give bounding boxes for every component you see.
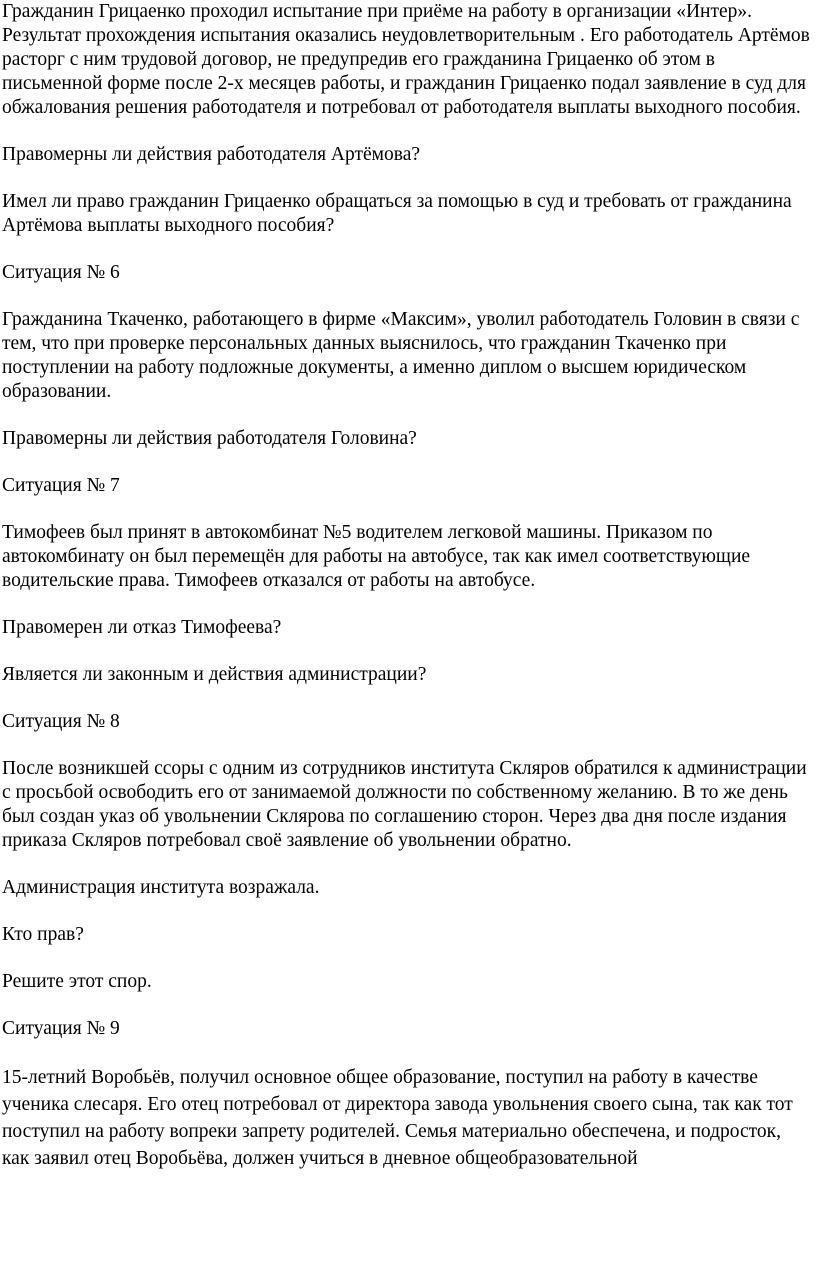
paragraph-gritsaenko-case: Гражданин Грицаенко проходил испытание при приёме на работу в организации «Интер». Результат прохождения испытания оказались неудовлетворительным . Его работодатель Артёмов расторг с ним трудовой договор, не предупредив его гражданина Грицаенко об этом в письменной форме после 2-х месяцев работы, и гражданин Грицаенко подал заявление в суд для обжалования решения работодателя и потребовал от работодателя выплаты выходного пособия. — [2, 1, 810, 118]
heading-situation-7: Ситуация № 7 — [2, 475, 120, 496]
paragraph-vorobyov-case: 15-летний Воробьёв, получил основное общее образование, поступил на работу в качестве ученика слесаря. Его отец потребовал от директора завода увольнения своего сына, так как тот поступил на работу вопреки запрету родителей. Семья материально обеспечена, и подросток, как заявил отец Воробьёва, должен учиться в дневное общеобразовательной — [2, 1067, 793, 1169]
paragraph-tkachenko-case: Гражданина Ткаченко, работающего в фирме «Максим», уволил работодатель Головин в связи с тем, что при проверке персональных данных выяснилось, что гражданин Ткаченко при поступлении на работу подложные документы, а именно диплом о высшем юридическом образовании. — [2, 309, 800, 402]
question-artemov-lawful: Правомерны ли действия работодателя Артёмова? — [2, 144, 421, 165]
paragraph-timofeev-case: Тимофеев был принят в автокомбинат №5 водителем легковой машины. Приказом по автокомбинату он был перемещён для работы на автобусе, так как имел соответствующие водительские права. Тимофеев отказался от работы на автобусе. — [2, 522, 751, 591]
paragraph-administration-objected: Администрация института возражала. — [2, 877, 320, 898]
question-golovin-lawful: Правомерны ли действия работодателя Головина? — [2, 428, 417, 449]
heading-situation-8: Ситуация № 8 — [2, 711, 120, 732]
heading-situation-6: Ситуация № 6 — [2, 262, 120, 283]
question-resolve-dispute: Решите этот спор. — [2, 971, 152, 992]
heading-situation-9: Ситуация № 9 — [2, 1018, 120, 1039]
question-who-is-right: Кто прав? — [2, 924, 84, 945]
question-timofeev-refusal: Правомерен ли отказ Тимофеева? — [2, 617, 282, 638]
paragraph-sklyarov-case: После возникшей ссоры с одним из сотрудников института Скляров обратился к администрации с просьбой освободить его от занимаемой должности по собственному желанию. В то же день был создан указ об увольнении Склярова по соглашению сторон. Через два дня после издания приказа Скляров потребовал своё заявление об увольнении обратно. — [2, 758, 807, 851]
question-administration-lawful: Является ли законным и действия администрации? — [2, 664, 427, 685]
question-gritsaenko-court: Имел ли право гражданин Грицаенко обращаться за помощью в суд и требовать от гражданина Артёмова выплаты выходного пособия? — [2, 191, 792, 236]
